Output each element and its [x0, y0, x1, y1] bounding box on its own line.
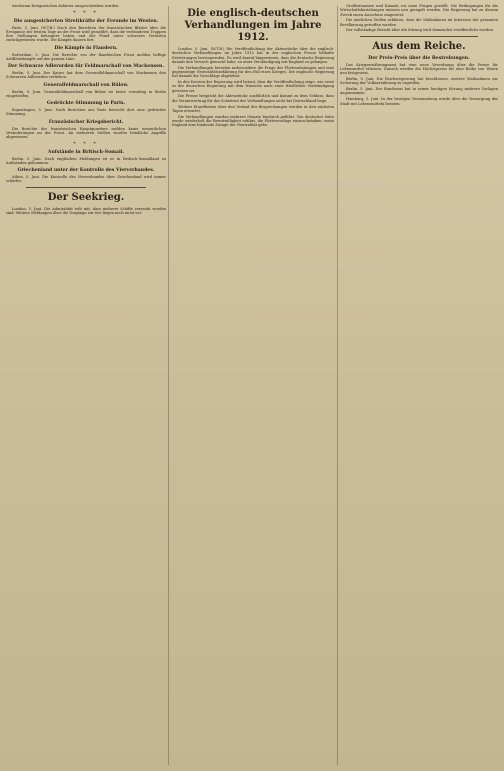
column-left [6, 4, 166, 767]
separator: * * * [73, 10, 99, 17]
paragraph: Die amtlichen Stellen erklären, dass die Maßnahmen im Interesse der gesamten Bevölkerung getroffen wurden. [340, 18, 498, 27]
divider [360, 36, 478, 37]
article-heading: Der Preis-Preis über die Bestrebungen. [368, 55, 470, 61]
paragraph: Rotterdam, 5. Juni. Die Berichte von der flandrischen Front melden heftige Artilleriekämpfe auf der ganzen Linie. [6, 52, 166, 61]
article-heading: Der Schwarze Adlerorden für Feldmarschall von Mackensen. [8, 64, 164, 70]
article-heading: Französischer Kriegsbericht. [48, 119, 124, 125]
paragraph: Die Berichte des französischen Hauptquartiers melden keine wesentlichen Veränderungen an der Front. An mehreren Stellen wurden feindliche Angriffe abgewiesen. [6, 126, 166, 140]
article-heading: Gedrückte Stimmung in Paris. [46, 101, 126, 107]
paragraph: Die Presse bespricht die Aktenstücke ausführlich und kommt zu dem Schluss, dass die Verantwortung für das Scheitern der Verhandlungen nicht bei Deutschland liege. [172, 94, 334, 103]
paragraph: Berlin, 5. Juni. Nach englischen Meldungen ist es in Britisch-Somaliland zu Aufständen gekommen. [6, 156, 166, 165]
column-right [340, 4, 498, 767]
paragraph: Berlin, 5. Juni. Der Bundesrat hat in seiner heutigen Sitzung mehrere Vorlagen angenommen. [340, 87, 498, 96]
paragraph: Berlin, 5. Juni. Die Reichsregierung hat beschlossen, weitere Maßnahmen zur Sicherung der Volksernährung zu ergreifen. [340, 77, 498, 86]
paragraph: wiederum Kriegszeichen dahinter ausgeschrieben worden. [12, 4, 120, 8]
divider [26, 187, 146, 188]
paragraph: Berlin, 5. Juni. Der Kaiser hat dem Generalfeldmarschall von Mackensen den Schwarzen Adlerorden verliehen. [6, 71, 166, 80]
paragraph: Die Verhandlungen betrafen insbesondere die Frage der Flottenrüstungen und eine gegenseitige Neutralitätserklärung für den Fall eines Krieges. Die englische Regierung hat damals die Vorschläge abgelehnt. [172, 65, 334, 79]
section-heading: Der Seekrieg. [47, 191, 125, 203]
paragraph: Das Kriegsernährungsamt hat eine neue Verordnung über die Preise für Lebensmittel erlassen. Danach werden die Höchstpreise für eine Reihe von Waren neu festgesetzt. [340, 62, 498, 76]
section-heading: Aus dem Reiche. [372, 40, 466, 52]
paragraph: London, 5. Juni. Die Admiralität teilt mit, dass mehrere Schiffe versenkt worden sind. Weitere Meldungen über die Vorgänge zur See liegen noch nicht vor. [6, 206, 166, 216]
paragraph: Die Verhandlungen wurden mehrere Monate hindurch geführt. Von deutscher Seite wurde wiederholt die Bereitwilligkeit erklärt, die Flottenvorlage einzuschränken, wenn England eine bindende Zusage der Neutralität gebe. [172, 114, 334, 128]
column-rule [337, 6, 338, 765]
paragraph: Kopenhagen, 5. Juni. Nach Berichten aus Paris herrscht dort eine gedrückte Stimmung. [6, 108, 166, 117]
article-heading: Griechenland unter der Kontrolle des Vierverbandes. [17, 168, 155, 174]
article-heading: Aufstände in Britisch-Somali. [47, 149, 125, 155]
article-heading: Die ausgesicherten Streitkräfte der Freunde im Westen. [13, 18, 159, 24]
paragraph: Paris, 5. Juni. (W.T.B.) Nach den Berichten der französischen Blätter über die Ereignisse der letzten Tage an der Front wird gemeldet, dass die verbündeten Truppen ihre Stellungen behauptet haben und der Feind unter schweren Verlusten zurückgewiesen wurde. Die Kämpfe dauern fort. [6, 25, 166, 43]
column-rule [168, 6, 169, 765]
paragraph: Weitere Einzelheiten über den Verlauf der Besprechungen werden in den nächsten Tagen erwartet. [172, 104, 334, 113]
paragraph: In den Kreisen der Regierung wird betont, dass die Veröffentlichung zeige, wie ernst es der deutschen Regierung mit dem Wunsche nach einer friedlichen Verständigung gewesen sei. [172, 80, 334, 93]
article-heading: Generalfeldmarschall von Bülow. [43, 82, 129, 88]
paragraph: Athen, 5. Juni. Die Kontrolle des Vierverbandes über Griechenland wird immer schärfer. [6, 175, 166, 184]
paragraph: Berlin, 5. Juni. Generalfeldmarschall von Bülow ist heute vormittag in Berlin eingetroffen. [6, 89, 166, 98]
paragraph: London, 5. Juni. (W.T.B.) Die Veröffentlichung der Aktenstücke über die englisch-deutschen Verhandlungen im Jahre 1912 hat in der englischen Presse lebhafte Erörterungen hervorgerufen. Es wird darauf hingewiesen, dass die deutsche Regierung damals den Versuch gemacht habe, zu einer Verständigung mit England zu gelangen. [172, 47, 334, 64]
paragraph: Hamburg, 5. Juni. In der heutigen Versammlung wurde über die Versorgung der Stadt mit Lebensmitteln beraten. [340, 97, 498, 106]
article-headline: Die englisch-deutschen Verhandlungen im Jahre 1912. [184, 8, 322, 43]
column-center [172, 4, 334, 767]
article-heading: Die Kämpfe in Flandern. [54, 45, 118, 51]
paragraph: Großbritannien und Kanada vor neue Fragen gestellt. Die Bedingungen für die Wirtschaftsbeziehungen müssen neu geregelt werden. Die Regierung hat zu diesem Zweck einen Ausschuss eingesetzt. [340, 4, 498, 17]
paragraph: Der vollständige Bericht über die Sitzung wird demnächst veröffentlicht werden. [346, 28, 494, 33]
separator: * * * [73, 141, 99, 148]
